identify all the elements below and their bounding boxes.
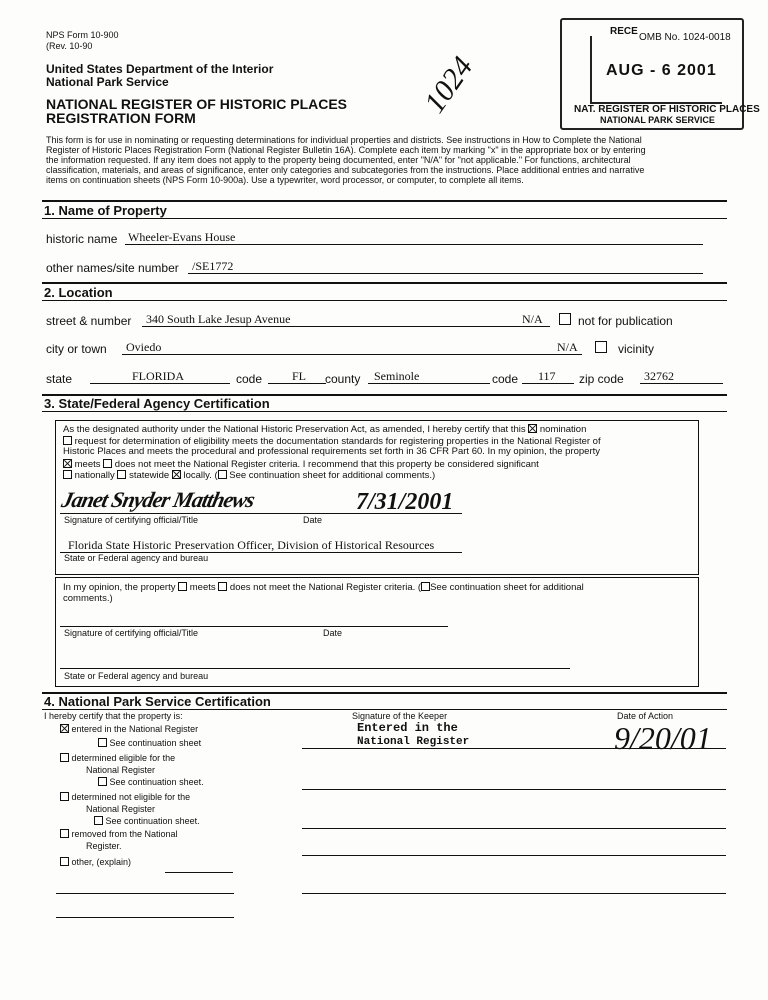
section-3-heading: 3. State/Federal Agency Certification: [44, 396, 270, 411]
section-1-heading: 1. Name of Property: [44, 203, 167, 218]
county-code-field[interactable]: 117: [538, 369, 556, 383]
code-label: code: [236, 372, 263, 386]
does-not-meet-checkbox[interactable]: [103, 459, 112, 468]
certifying-officer: Florida State Historic Preservation Officer, Division of Historical Resources: [68, 538, 435, 552]
na-publication: N/A: [522, 312, 543, 326]
certification-text: As the designated authority under the National Historic Preservation Act, as amended, I hereby certify that this nomination request for determination of eligibility meets the documentation standards for registering properties in the National Register of Historic Places and meets the procedural and professional requirements set forth in 36 CFR Part 60. In my opinion, the property meets does not meet the National Register criteria. I recommend that this property be considered significant nationally statewide locally. ( See continuation sheet for additional comments.): [63, 424, 601, 481]
stamp-date: AUG - 6 2001: [606, 62, 717, 79]
date-of-action-value: 9/20/01: [614, 720, 712, 756]
na-vicinity: N/A: [557, 340, 578, 354]
form-number: NPS Form 10-900: [46, 30, 119, 40]
city-field[interactable]: Oviedo: [126, 340, 162, 354]
historic-name-label: historic name: [46, 232, 118, 246]
site-number-field[interactable]: /SE1772: [192, 259, 234, 273]
other-checkbox[interactable]: [60, 857, 69, 866]
section-2-heading: 2. Location: [44, 285, 113, 300]
form-title: NATIONAL REGISTER OF HISTORIC PLACES: [46, 96, 348, 112]
not-eligible-checkbox[interactable]: [60, 792, 69, 801]
county-label: county: [325, 372, 361, 386]
service: National Park Service: [46, 75, 169, 89]
not-eligible-continuation-checkbox[interactable]: [94, 816, 103, 825]
zip-field[interactable]: 32762: [644, 369, 674, 383]
opinion-continuation-checkbox[interactable]: [421, 582, 430, 591]
state-label: state: [46, 372, 73, 386]
certifying-signature: Janet Snyder Matthews: [59, 487, 257, 512]
nps-options: entered in the National Register See continuation sheet determined eligible for the National Register See continuation sheet. determined not eligible for the National Register See continuation sheet. removed from the National Register. other, (explain): [60, 724, 204, 869]
entered-checkbox[interactable]: [60, 724, 69, 733]
street-label: street & number: [46, 314, 132, 328]
county-code-label: code: [492, 372, 519, 386]
meets-checkbox[interactable]: [63, 459, 72, 468]
agency2-label: State or Federal agency and bureau: [64, 671, 209, 681]
eligibility-request-checkbox[interactable]: [63, 436, 72, 445]
city-label: city or town: [46, 342, 107, 356]
opinion-text: In my opinion, the property meets does not meet the National Register criteria. ( See continuation sheet for additional comments.): [63, 582, 584, 604]
historic-name-field[interactable]: Wheeler-Evans House: [128, 230, 236, 244]
entered-continuation-checkbox[interactable]: [98, 738, 107, 747]
county-field[interactable]: Seminole: [374, 369, 420, 383]
locally-checkbox[interactable]: [172, 470, 181, 479]
form-revision: (Rev. 10-90: [46, 41, 93, 51]
section-4-heading: 4. National Park Service Certification: [44, 694, 271, 709]
not-for-publication-checkbox[interactable]: [559, 313, 571, 325]
keeper-intro: I hereby certify that the property is:: [44, 711, 183, 721]
not-for-publication-label: not for publication: [578, 314, 673, 328]
vicinity-label: vicinity: [618, 342, 655, 356]
signature2-label: Signature of certifying official/Title: [64, 628, 199, 638]
instructions: This form is for use in nominating or requesting determinations for individual properties and districts. See instructions in How to Complete the National Register of Historic Places Registration Form (National Register Bulletin 16A). Complete each item by marking "x" in the appropriate box or by entering the information requested. If any item does not apply to the property being documented, enter "N/A" for "not applicable." For functions, architectural classification, materials, and areas of significance, enter only categories and subcategories from the instructions. Place additional entries and narrative items on continuation sheets (NPS Form 10-900a). Use a typewriter, word processor, or computer, to complete all items.: [46, 135, 646, 185]
continuation-sheet-checkbox[interactable]: [218, 470, 227, 479]
eligible-continuation-checkbox[interactable]: [98, 777, 107, 786]
opinion-meets-checkbox[interactable]: [178, 582, 187, 591]
other-names-label: other names/site number: [46, 261, 179, 275]
date-label: Date: [303, 515, 323, 525]
department: United States Department of the Interior: [46, 62, 274, 76]
nomination-checkbox[interactable]: [528, 424, 537, 433]
state-code-field[interactable]: FL: [292, 369, 307, 383]
agency-label: State or Federal agency and bureau: [64, 553, 209, 563]
zip-label: zip code: [579, 372, 624, 386]
removed-checkbox[interactable]: [60, 829, 69, 838]
date-of-action-label: Date of Action: [617, 711, 674, 721]
nationally-checkbox[interactable]: [63, 470, 72, 479]
received-stamp: RECE OMB No. 1024-0018 AUG - 6 2001 NAT. REGISTER OF HISTORIC PLACES NATIONAL PARK SERVICE: [560, 18, 744, 130]
opinion-does-not-meet-checkbox[interactable]: [218, 582, 227, 591]
eligible-checkbox[interactable]: [60, 753, 69, 762]
keeper-signature-label: Signature of the Keeper: [352, 711, 448, 721]
handwritten-number: 1024: [418, 50, 480, 119]
keeper-stamp-line1: Entered in the: [357, 721, 458, 735]
state-field[interactable]: FLORIDA: [132, 369, 185, 383]
date2-label: Date: [323, 628, 343, 638]
statewide-checkbox[interactable]: [117, 470, 126, 479]
signature-label: Signature of certifying official/Title: [64, 515, 199, 525]
vicinity-checkbox[interactable]: [595, 341, 607, 353]
signature-date: 7/31/2001: [356, 489, 454, 515]
street-field[interactable]: 340 South Lake Jesup Avenue: [146, 312, 291, 326]
keeper-stamp-line2: National Register: [357, 736, 470, 748]
omb-number: OMB No. 1024-0018: [639, 32, 731, 43]
form-subtitle: REGISTRATION FORM: [46, 110, 196, 126]
